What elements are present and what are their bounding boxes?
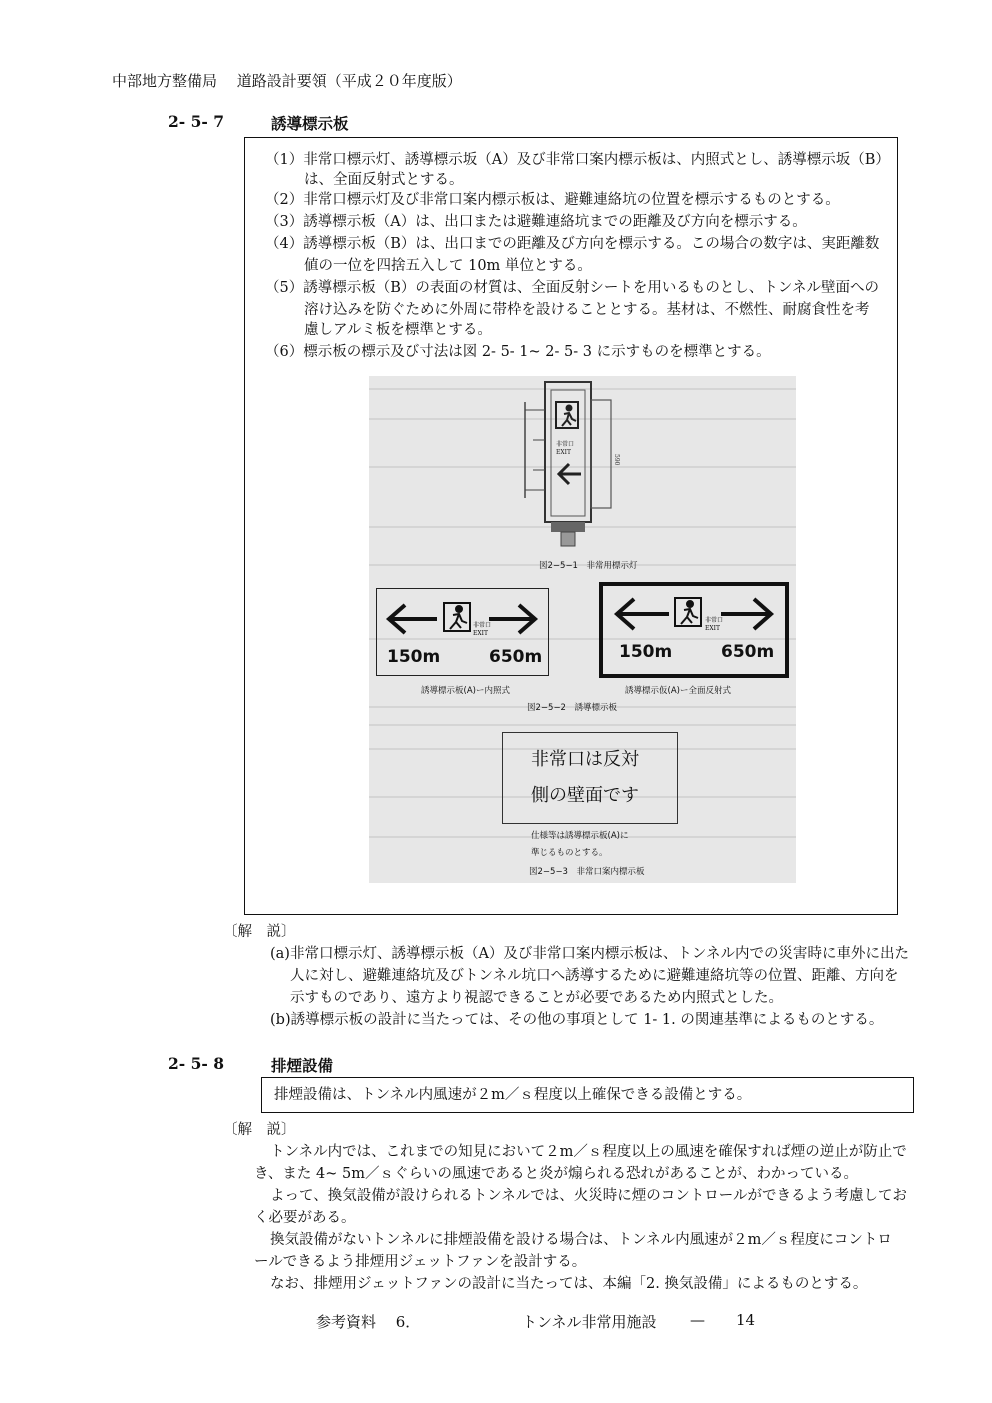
item-6-line-1: （6）標示板の標示及び寸法は図 2- 5- 1~ 2- 5- 3 に示すものを標準とする。 bbox=[265, 344, 771, 360]
sign-b-exit-label: EXIT bbox=[705, 625, 721, 632]
commentary-line-3: 示すものであり、遠方より視認できることが必要であるため内照式とした。 bbox=[290, 990, 783, 1006]
commentary-line-2: 人に対し、避難連絡坑及びトンネル坑口へ誘導するために避難連絡坑等の位置、距離、方向を bbox=[290, 968, 899, 984]
commentary-line-3: よって、換気設備が設けられるトンネルでは、火災時に煙のコントロールができるよう考慮してお bbox=[270, 1188, 907, 1204]
commentary-line-6: ールできるよう排煙用ジェットファンを設計する。 bbox=[254, 1254, 587, 1270]
footer-chapter: トンネル非常用施設 bbox=[522, 1313, 657, 1331]
scanned-figure bbox=[369, 376, 796, 883]
section-title: 排煙設備 bbox=[271, 1056, 334, 1075]
sign-a-right-distance: 650m bbox=[489, 647, 543, 667]
commentary-line-4: く必要がある。 bbox=[254, 1210, 356, 1226]
item-2-line-1: （2）非常口標示灯及び非常口案内標示板は、避難連絡坑の位置を標示するものとする。 bbox=[265, 192, 840, 208]
commentary-line-7: なお、排煙用ジェットファンの設計に当たっては、本編「2. 換気設備」によるものとする。 bbox=[270, 1276, 868, 1292]
item-4-line-1: （4）誘導標示板（B）は、出口までの距離及び方向を標示する。この場合の数字は、実距離数 bbox=[265, 236, 880, 252]
running-man-icon bbox=[675, 598, 701, 626]
emergency-light-drawing bbox=[519, 380, 629, 556]
section-number: 2- 5- 8 bbox=[168, 1054, 225, 1073]
sign-a-caption: 誘導標示板(A)ー内照式 bbox=[421, 686, 510, 696]
section-number: 2- 5- 7 bbox=[168, 112, 225, 131]
notice-line-2: 側の壁面です bbox=[531, 785, 639, 806]
fig2-caption: 図2−5−2 誘導標示板 bbox=[527, 703, 617, 713]
page-number: 14 bbox=[736, 1311, 756, 1329]
commentary-line-2: き、また 4~ 5m／ｓぐらいの風速であると炎が煽られる恐れがあることが、わかっている。 bbox=[254, 1166, 858, 1182]
running-man-icon bbox=[444, 603, 470, 631]
section-title: 誘導標示板 bbox=[271, 114, 349, 133]
dimension-label: 590 bbox=[613, 454, 620, 466]
spec-note-line-2: 準じるものとする。 bbox=[531, 848, 608, 858]
commentary-line-5: 換気設備がないトンネルに排煙設備を設ける場合は、トンネル内風速が２m／ｓ程度にコントロ bbox=[270, 1232, 892, 1248]
item-5-line-2: 溶け込みを防ぐために外周に帯枠を設けることとする。基材は、不燃性、耐腐食性を考 bbox=[304, 302, 870, 318]
right-arrow-icon bbox=[489, 605, 535, 633]
sign-b-exit-small: 非常口 bbox=[705, 617, 724, 624]
fig1-caption: 図2−5−1 非常用標示灯 bbox=[539, 561, 638, 571]
item-1-line-2: は、全面反射式とする。 bbox=[304, 172, 464, 188]
item-5-line-1: （5）誘導標示板（B）の表面の材質は、全面反射シートを用いるものとし、トンネル壁面への bbox=[265, 280, 879, 296]
sign-a-left-distance: 150m bbox=[387, 647, 441, 667]
fig3-caption: 図2−5−3 非常口案内標示板 bbox=[529, 867, 645, 877]
exit-guidance-panel bbox=[502, 732, 678, 824]
item-4-line-2: 値の一位を四捨五入して 10m 単位とする。 bbox=[304, 258, 592, 274]
commentary-title: 〔解 説〕 bbox=[223, 924, 296, 940]
commentary-line-1: トンネル内では、これまでの知見において２m／ｓ程度以上の風速を確保すれば煙の逆止が防止で bbox=[270, 1144, 907, 1160]
item-1-line-1: （1）非常口標示灯、誘導標示坂（A）及び非常口案内標示板は、内照式とし、誘導標示坂（B） bbox=[265, 152, 890, 168]
commentary-title: 〔解 説〕 bbox=[223, 1122, 296, 1138]
exit-small-label: 非常口 bbox=[556, 441, 575, 448]
page-header: 中部地方整備局 道路設計要領（平成２０年度版） bbox=[112, 72, 462, 90]
guidance-sign-b bbox=[599, 582, 789, 678]
guidance-sign-a bbox=[376, 588, 549, 676]
footer-dash: — bbox=[690, 1311, 705, 1329]
commentary-line-1: (a)非常口標示灯、誘導標示板（A）及び非常口案内標示板は、トンネル内での災害時に車外に出た bbox=[270, 946, 909, 962]
notice-line-1: 非常口は反対 bbox=[531, 749, 639, 770]
footer-reference: 参考資料 6． bbox=[316, 1313, 421, 1331]
spec-note-line-1: 仕様等は誘導標示板(A)に bbox=[531, 831, 629, 841]
left-arrow-icon bbox=[617, 599, 669, 629]
item-5-line-3: 慮しアルミ板を標準とする。 bbox=[304, 322, 492, 338]
smoke-spec-text: 排煙設備は、トンネル内風速が２m／ｓ程度以上確保できる設備とする。 bbox=[274, 1087, 752, 1103]
exit-label: EXIT bbox=[556, 449, 572, 456]
sign-a-exit-label: EXIT bbox=[473, 630, 489, 637]
sign-b-left-distance: 150m bbox=[619, 642, 673, 662]
left-arrow-icon bbox=[389, 605, 437, 633]
sign-b-right-distance: 650m bbox=[721, 642, 775, 662]
sign-b-caption: 誘導標示仮(A)ー全面反射式 bbox=[625, 686, 731, 696]
sign-a-exit-small: 非常口 bbox=[473, 622, 492, 629]
commentary-line-4: (b)誘導標示板の設計に当たっては、その他の事項として 1- 1. の関連基準によるものとする。 bbox=[270, 1012, 884, 1028]
item-3-line-1: （3）誘導標示板（A）は、出口または避難連絡坑までの距離及び方向を標示する。 bbox=[265, 214, 807, 230]
right-arrow-icon bbox=[721, 599, 771, 629]
